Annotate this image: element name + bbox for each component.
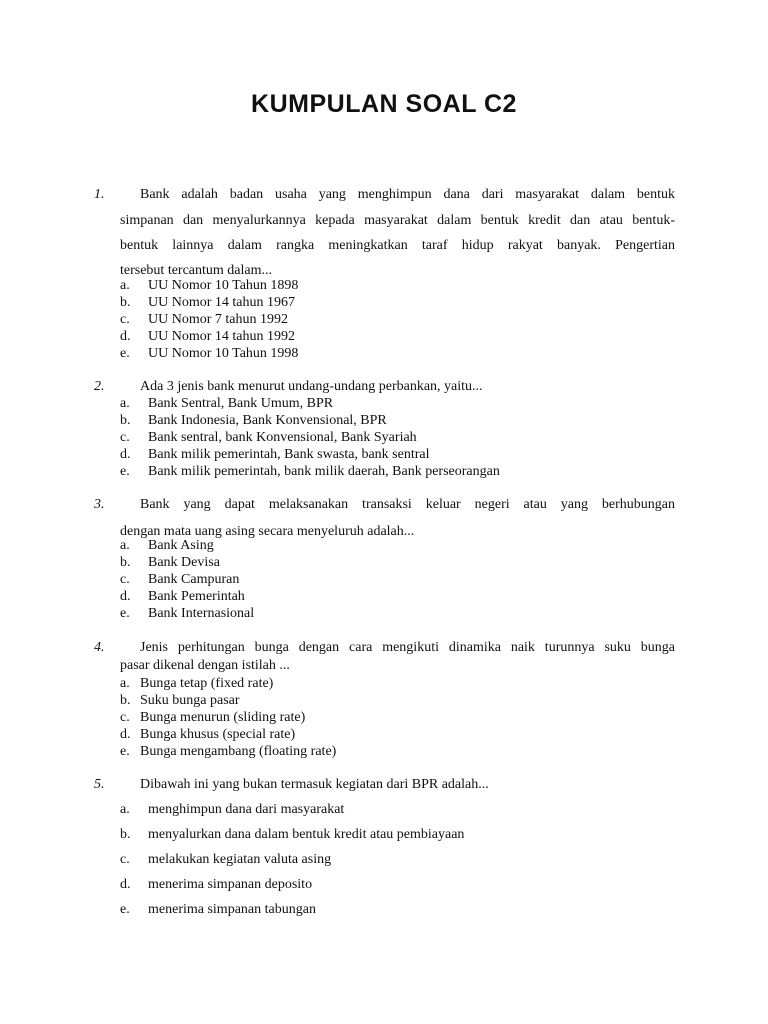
document-title: KUMPULAN SOAL C2	[251, 90, 517, 118]
option-letter: a.	[120, 802, 130, 817]
option-text: Bank Campuran	[148, 572, 240, 587]
option-letter: b.	[120, 827, 131, 842]
option-text: Bank Sentral, Bank Umum, BPR	[148, 396, 334, 411]
option-text: UU Nomor 10 Tahun 1998	[148, 346, 299, 361]
option-text: menerima simpanan deposito	[148, 877, 313, 892]
option-letter: d.	[120, 727, 131, 742]
option-letter: a.	[120, 396, 130, 411]
option-letter: b.	[120, 413, 131, 428]
option-letter: e.	[120, 606, 130, 621]
option-letter: d.	[120, 329, 131, 344]
option-letter: c.	[120, 312, 130, 327]
option-text: UU Nomor 14 tahun 1992	[148, 329, 295, 344]
option-text: Suku bunga pasar	[140, 693, 240, 708]
option-text: menyalurkan dana dalam bentuk kredit atau pembiayaan	[148, 827, 465, 842]
option-text: UU Nomor 14 tahun 1967	[148, 295, 295, 310]
question-text-line: Jenis perhitungan bunga dengan cara mengikuti dinamika naik turunnya suku bunga	[140, 640, 675, 655]
option-text: Bunga khusus (special rate)	[140, 727, 296, 742]
question-text-line: Dibawah ini yang bukan termasuk kegiatan dari BPR adalah...	[140, 777, 489, 792]
option-text: Bank milik pemerintah, Bank swasta, bank sentral	[148, 447, 430, 462]
question-text-line: Bank adalah badan usaha yang menghimpun dana dari masyarakat dalam bentuk	[140, 187, 675, 202]
option-text: Bunga tetap (fixed rate)	[140, 676, 274, 691]
question-text-line: dengan mata uang asing secara menyeluruh adalah...	[120, 524, 415, 539]
question-number: 3.	[94, 497, 105, 512]
option-text: UU Nomor 7 tahun 1992	[148, 312, 288, 327]
question-text-line: Bank yang dapat melaksanakan transaksi keluar negeri atau yang berhubungan	[140, 497, 675, 512]
question-number: 4.	[94, 640, 105, 655]
option-letter: d.	[120, 589, 131, 604]
option-letter: b.	[120, 555, 131, 570]
option-text: Bank Asing	[148, 538, 214, 553]
option-letter: a.	[120, 278, 130, 293]
option-letter: c.	[120, 852, 130, 867]
option-text: menghimpun dana dari masyarakat	[148, 802, 345, 817]
question-text-line: Ada 3 jenis bank menurut undang-undang perbankan, yaitu...	[140, 379, 483, 394]
option-letter: e.	[120, 464, 130, 479]
option-text: Bunga menurun (sliding rate)	[140, 710, 306, 725]
option-letter: c.	[120, 710, 130, 725]
question-text-line: bentuk lainnya dalam rangka meningkatkan taraf hidup rakyat banyak. Pengertian	[120, 238, 675, 253]
option-letter: e.	[120, 346, 130, 361]
option-letter: e.	[120, 744, 130, 759]
option-text: Bank Devisa	[148, 555, 220, 570]
option-letter: d.	[120, 447, 131, 462]
option-text: Bunga mengambang (floating rate)	[140, 744, 337, 759]
question-number: 1.	[94, 187, 105, 202]
option-letter: b.	[120, 693, 131, 708]
option-letter: c.	[120, 430, 130, 445]
option-letter: e.	[120, 902, 130, 917]
question-text-line: simpanan dan menyalurkannya kepada masyarakat dalam bentuk kredit dan atau bentuk-	[120, 213, 675, 228]
question-text-line: pasar dikenal dengan istilah ...	[120, 658, 290, 673]
option-text: melakukan kegiatan valuta asing	[148, 852, 332, 867]
option-text: Bank milik pemerintah, bank milik daerah, Bank perseorangan	[148, 464, 500, 479]
option-letter: a.	[120, 538, 130, 553]
option-text: Bank Pemerintah	[148, 589, 245, 604]
question-number: 2.	[94, 379, 105, 394]
option-text: menerima simpanan tabungan	[148, 902, 316, 917]
option-text: UU Nomor 10 Tahun 1898	[148, 278, 299, 293]
option-letter: d.	[120, 877, 131, 892]
question-text-line: tersebut tercantum dalam...	[120, 263, 272, 278]
option-text: Bank Indonesia, Bank Konvensional, BPR	[148, 413, 387, 428]
option-text: Bank sentral, bank Konvensional, Bank Syariah	[148, 430, 417, 445]
option-letter: c.	[120, 572, 130, 587]
option-letter: a.	[120, 676, 130, 691]
question-number: 5.	[94, 777, 105, 792]
option-text: Bank Internasional	[148, 606, 255, 621]
option-letter: b.	[120, 295, 131, 310]
